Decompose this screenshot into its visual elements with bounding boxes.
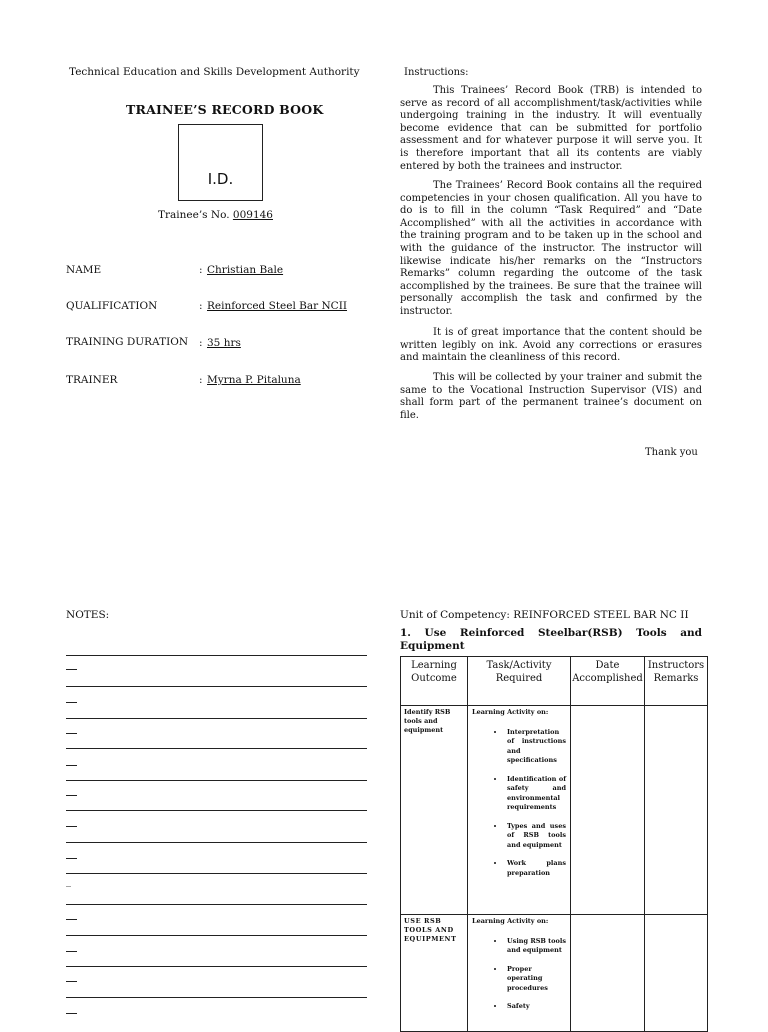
note-underscore: _ bbox=[66, 876, 71, 887]
id-photo-box bbox=[178, 124, 263, 201]
training-duration-value: 35 hrs bbox=[207, 337, 241, 349]
instructor-remarks-cell bbox=[645, 706, 708, 915]
table-header-row bbox=[401, 657, 708, 706]
note-line bbox=[66, 935, 367, 936]
trainer-label: TRAINER bbox=[66, 374, 118, 386]
qualification-colon: : bbox=[199, 300, 203, 312]
closing-text: Thank you bbox=[645, 447, 698, 458]
instructions-paragraph-2: The Trainees’ Record Book contains all the required competencies in your chosen qualification. All you have to do is to fill in the column “Task Required” and “Date Accomplished” with all the activities in accordance with the training program and to be taken up in the school and with the guidance of the instructor. The instructor will likewise indicate his/her remarks on the “Instructors Remarks” column regarding the outcome of the task accomplished by the trainees. Be sure that the trainee will personally accomplish the task and confirmed by the instructor. bbox=[400, 180, 702, 317]
section-title: 1. Use Reinforced Steelbar(RSB) Tools and bbox=[400, 627, 702, 639]
trainer-value: Myrna P. Pitaluna bbox=[207, 374, 301, 386]
trainee-number-label: Trainee’s No. bbox=[158, 209, 230, 221]
training-duration-label: TRAINING DURATION bbox=[66, 336, 189, 348]
table-row bbox=[401, 915, 708, 1032]
note-dash bbox=[66, 919, 77, 920]
note-dash bbox=[66, 951, 77, 952]
note-line bbox=[66, 966, 367, 967]
trainee-number-value: 009146 bbox=[232, 209, 273, 221]
instructor-remarks-cell bbox=[645, 915, 708, 1032]
date-accomplished-cell bbox=[571, 706, 645, 915]
learning-activity-label: Learning Activity on: bbox=[472, 917, 549, 925]
name-label: NAME bbox=[66, 264, 102, 276]
unit-of-competency: Unit of Competency: REINFORCED STEEL BAR NC II bbox=[400, 609, 689, 621]
qualification-value: Reinforced Steel Bar NCII bbox=[207, 300, 348, 312]
column-header: Instructors Remarks bbox=[645, 657, 708, 706]
list-item: • Interpretation of instructions and specifications bbox=[505, 728, 566, 766]
page-title: TRAINEE’S RECORD BOOK bbox=[126, 102, 324, 117]
note-line bbox=[66, 904, 367, 905]
list-item: • Types and uses of RSB tools and equipment bbox=[505, 822, 566, 851]
competency-table bbox=[400, 656, 708, 1032]
note-dash bbox=[66, 858, 77, 859]
name-colon: : bbox=[199, 264, 203, 276]
note-dash bbox=[66, 826, 77, 827]
id-box-label: I.D. bbox=[207, 170, 234, 188]
trainer-colon: : bbox=[199, 374, 203, 386]
list-item: • Proper operating procedures bbox=[505, 965, 566, 994]
agency-name: Technical Education and Skills Development Authority bbox=[69, 66, 360, 78]
list-item: • Work plans preparation bbox=[505, 859, 566, 878]
activity-list bbox=[472, 728, 566, 879]
instructions-paragraph-3: It is of great importance that the content should be written legibly on ink. Avoid any corrections or erasures and maintain the cleanliness of this record. bbox=[400, 327, 702, 364]
qualification-label: QUALIFICATION bbox=[66, 300, 158, 312]
note-dash bbox=[66, 733, 77, 734]
date-accomplished-cell bbox=[571, 915, 645, 1032]
instructions-paragraph-1: This Trainees’ Record Book (TRB) is intended to serve as record of all accomplishment/task/activities while undergoing training in the industry. It will eventually become evidence that can be submitted for portfolio assessment and for whatever purpose it will serve you. It is therefore important that all its contents are viably entered by both the trainees and instructor. bbox=[400, 85, 702, 172]
note-dash bbox=[66, 702, 77, 703]
learning-activity-label: Learning Activity on: bbox=[472, 708, 549, 716]
note-line bbox=[66, 780, 367, 781]
note-dash bbox=[66, 1013, 77, 1014]
note-dash bbox=[66, 765, 77, 766]
note-line bbox=[66, 842, 367, 843]
activity-list bbox=[472, 937, 566, 1012]
training-duration-colon: : bbox=[199, 337, 203, 349]
learning-outcome-cell: Identify RSB tools and equipment bbox=[401, 706, 468, 915]
note-line bbox=[66, 655, 367, 656]
note-dash bbox=[66, 669, 77, 670]
notes-label: NOTES: bbox=[66, 609, 110, 621]
list-item: • Safety bbox=[505, 1002, 566, 1012]
section-title-continued: Equipment bbox=[400, 640, 465, 652]
table-row bbox=[401, 706, 708, 915]
column-header: Task/Activity Required bbox=[468, 657, 571, 706]
column-header: Learning Outcome bbox=[401, 657, 468, 706]
learning-outcome-cell: USE RSB TOOLS AND EQUIPMENT bbox=[401, 915, 468, 1032]
instructions-heading: Instructions: bbox=[404, 67, 469, 78]
note-line bbox=[66, 997, 367, 998]
note-line bbox=[66, 873, 367, 874]
note-line bbox=[66, 686, 367, 687]
note-line bbox=[66, 810, 367, 811]
task-activity-cell bbox=[468, 706, 571, 915]
note-line bbox=[66, 718, 367, 719]
note-dash bbox=[66, 981, 77, 982]
note-line bbox=[66, 748, 367, 749]
name-value: Christian Bale bbox=[207, 264, 284, 276]
list-item: • Using RSB tools and equipment bbox=[505, 937, 566, 956]
task-activity-cell bbox=[468, 915, 571, 1032]
note-dash bbox=[66, 795, 77, 796]
list-item: • Identification of safety and environmental requirements bbox=[505, 775, 566, 813]
trainee-number bbox=[158, 209, 273, 221]
instructions-paragraph-4: This will be collected by your trainer and submit the same to the Vocational Instruction Supervisor (VIS) and shall form part of the permanent trainee’s document on file. bbox=[400, 372, 702, 421]
column-header: Date Accomplished bbox=[571, 657, 645, 706]
